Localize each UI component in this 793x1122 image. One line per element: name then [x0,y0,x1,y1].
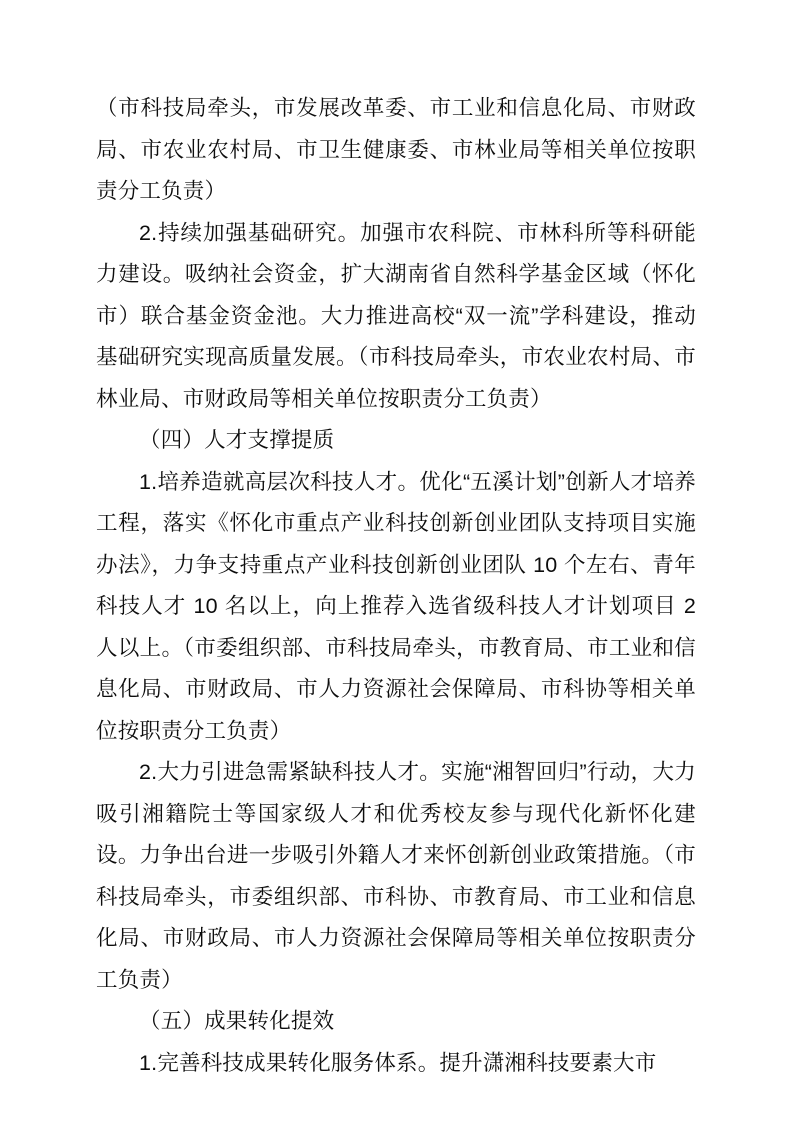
heading-section-five: （五）成果转化提效 [139,1009,335,1033]
heading-section-four: （四）人才支撑提质 [139,428,335,452]
paragraph-talent-cultivation: 1.培养造就高层次科技人才。优化“五溪计划”创新人才培养工程，落实《怀化市重点产业科技创新创业团队支持项目实施办法》，力争支持重点产业科技创新创业团队 10 个左右、青年科技人才 10 名以上，向上推荐入选省级科技人才计划项目 2 人以上。（市委组织部、市科技局牵头，市教育局、市工业和信息化局、市财政局、市人力资源社会保障局、市科协等相关单位按职责分工负责） [96,469,696,743]
paragraph-basic-research: 2.持续加强基础研究。加强市农科院、市林科所等科研能力建设。吸纳社会资金，扩大湖南省自然科学基金区域（怀化市）联合基金资金池。大力推进高校“双一流”学科建设，推动基础研究实现高质量发展。（市科技局牵头，市农业农村局、市林业局、市财政局等相关单位按职责分工负责） [96,220,696,411]
paragraph-talent-attraction: 2.大力引进急需紧缺科技人才。实施“湘智回归”行动，大力吸引湘籍院士等国家级人才和优秀校友参与现代化新怀化建设。力争出台进一步吸引外籍人才来怀创新创业政策措施。（市科技局牵头，市委组织部、市科协、市教育局、市工业和信息化局、市财政局、市人力资源社会保障局等相关单位按职责分工负责） [96,760,696,992]
paragraph-lead-attribution: （市科技局牵头，市发展改革委、市工业和信息化局、市财政局、市农业农村局、市卫生健康委、市林业局等相关单位按职责分工负责） [96,96,696,203]
document-text-body [96,88,696,1084]
paragraph-achievement-transfer: 1.完善科技成果转化服务体系。提升潇湘科技要素大市 [139,1050,657,1075]
